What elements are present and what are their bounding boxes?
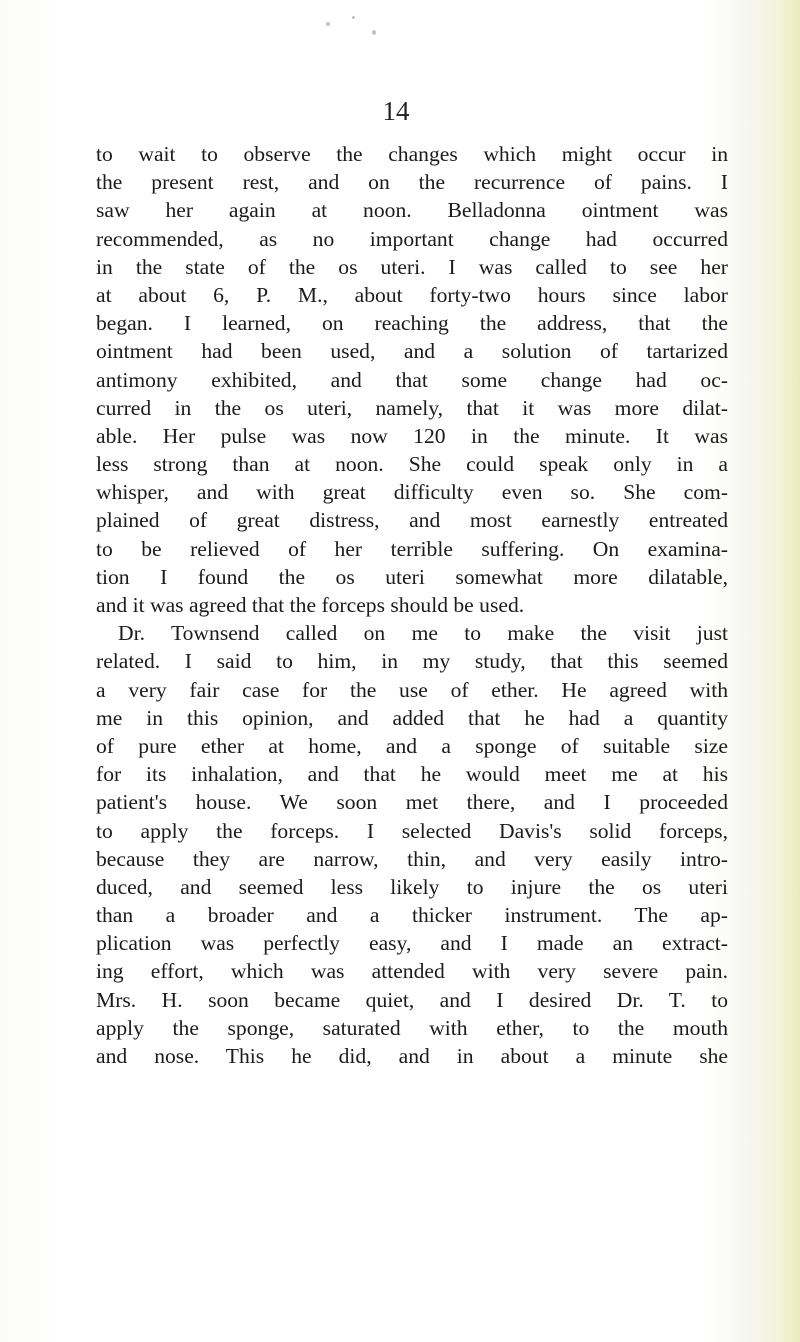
text-line: duced, and seemed less likely to injure the os uteri [96, 874, 728, 899]
page-number: 14 [382, 96, 410, 126]
text-line: Dr. Townsend called on me to make the visit just [118, 621, 728, 646]
text-line: recommended, as no important change had occurred [96, 226, 728, 251]
text-line: me in this opinion, and added that he had a quantity [96, 705, 728, 730]
text-line: and it was agreed that the forceps should be used. [96, 593, 525, 617]
text-line: to be relieved of her terrible suffering. On examina- [96, 536, 728, 561]
text-line: and nose. This he did, and in about a minute she [96, 1044, 728, 1068]
text-line: whisper, and with great difficulty even so. She com- [96, 480, 728, 505]
text-line: because they are narrow, thin, and very easily intro- [96, 846, 728, 871]
ink-speck [352, 16, 355, 19]
ink-speck [372, 30, 376, 35]
text-line: related. I said to him, in my study, that this seemed [96, 649, 728, 674]
text-line: tion I found the os uteri somewhat more dilatable, [96, 564, 728, 589]
text-line: ing effort, which was attended with very severe pain. [96, 959, 728, 984]
text-line: the present rest, and on the recurrence of pains. I [96, 170, 728, 195]
text-line: saw her again at noon. Belladonna ointment was [96, 198, 728, 223]
text-line: a very fair case for the use of ether. He agreed with [96, 677, 728, 702]
text-line: curred in the os uteri, namely, that it was more dilat- [96, 395, 728, 420]
body-text [96, 140, 728, 1070]
ink-speck [326, 22, 330, 26]
text-line: antimony exhibited, and that some change had oc- [96, 367, 728, 392]
text-line: for its inhalation, and that he would meet me at his [96, 762, 728, 787]
text-line: patient's house. We soon met there, and I proceeded [96, 790, 728, 815]
text-line: ointment had been used, and a solution of tartarized [96, 339, 728, 364]
text-line: able. Her pulse was now 120 in the minute. It was [96, 423, 728, 448]
text-line: at about 6, P. M., about forty-two hours since labor [96, 282, 728, 307]
page-edge-shading [756, 0, 800, 1342]
text-line: Mrs. H. soon became quiet, and I desired Dr. T. to [96, 987, 728, 1012]
text-line: of pure ether at home, and a sponge of suitable size [96, 733, 728, 758]
text-line: to wait to observe the changes which might occur in [96, 142, 728, 166]
text-line: in the state of the os uteri. I was called to see her [96, 254, 728, 279]
text-line: to apply the forceps. I selected Davis's solid forceps, [96, 818, 728, 843]
text-line: plained of great distress, and most earnestly entreated [96, 508, 728, 533]
text-line: less strong than at noon. She could speak only in a [96, 452, 728, 477]
text-line: apply the sponge, saturated with ether, to the mouth [96, 1015, 728, 1040]
text-line: plication was perfectly easy, and I made an extract- [96, 931, 728, 956]
text-line: began. I learned, on reaching the address, that the [96, 311, 728, 336]
text-line: than a broader and a thicker instrument. The ap- [96, 903, 728, 928]
